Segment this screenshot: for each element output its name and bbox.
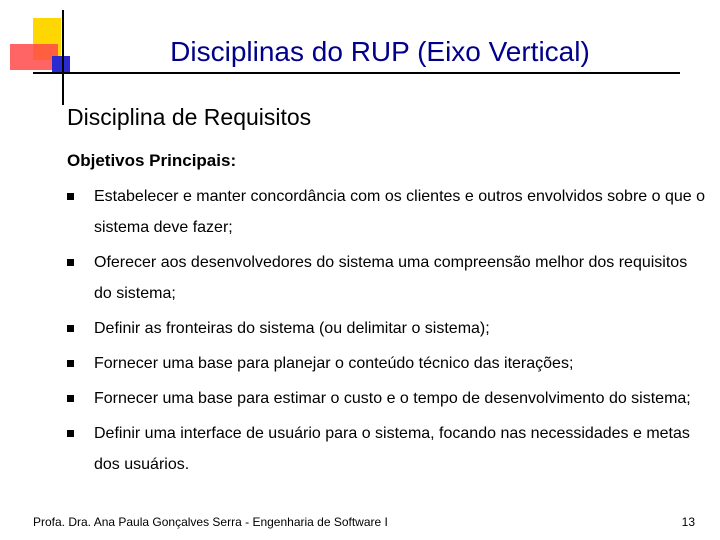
square-bullet-icon <box>67 360 74 367</box>
square-bullet-icon <box>67 193 74 200</box>
logo-red-square <box>10 44 58 70</box>
list-item-text: Definir as fronteiras do sistema (ou delimitar o sistema); <box>94 320 490 337</box>
objectives-list <box>67 181 707 484</box>
title-underline <box>33 72 680 74</box>
list-item <box>67 418 707 480</box>
list-item <box>67 181 707 243</box>
list-item <box>67 247 707 309</box>
objectives-heading: Objetivos Principais: <box>67 151 237 170</box>
list-item <box>67 383 707 414</box>
footer-author: Profa. Dra. Ana Paula Gonçalves Serra - Engenharia de Software I <box>33 515 388 529</box>
square-bullet-icon <box>67 325 74 332</box>
list-item-text: Definir uma interface de usuário para o sistema, focando nas necessidades e metas dos usuários. <box>94 425 690 473</box>
list-item-text: Estabelecer e manter concordância com os clientes e outros envolvidos sobre o que o sistema deve fazer; <box>94 188 706 236</box>
list-item-text: Fornecer uma base para planejar o conteúdo técnico das iterações; <box>94 355 574 372</box>
square-bullet-icon <box>67 430 74 437</box>
slide-title: Disciplinas do RUP (Eixo Vertical) <box>170 36 590 67</box>
list-item-text: Fornecer uma base para estimar o custo e o tempo de desenvolvimento do sistema; <box>94 390 691 407</box>
list-item <box>67 348 707 379</box>
page-number: 13 <box>681 515 695 529</box>
slide-subtitle: Disciplina de Requisitos <box>67 104 312 130</box>
list-item <box>67 313 707 344</box>
list-item-text: Oferecer aos desenvolvedores do sistema uma compreensão melhor dos requisitos do sistema; <box>94 254 688 302</box>
square-bullet-icon <box>67 259 74 266</box>
square-bullet-icon <box>67 395 74 402</box>
